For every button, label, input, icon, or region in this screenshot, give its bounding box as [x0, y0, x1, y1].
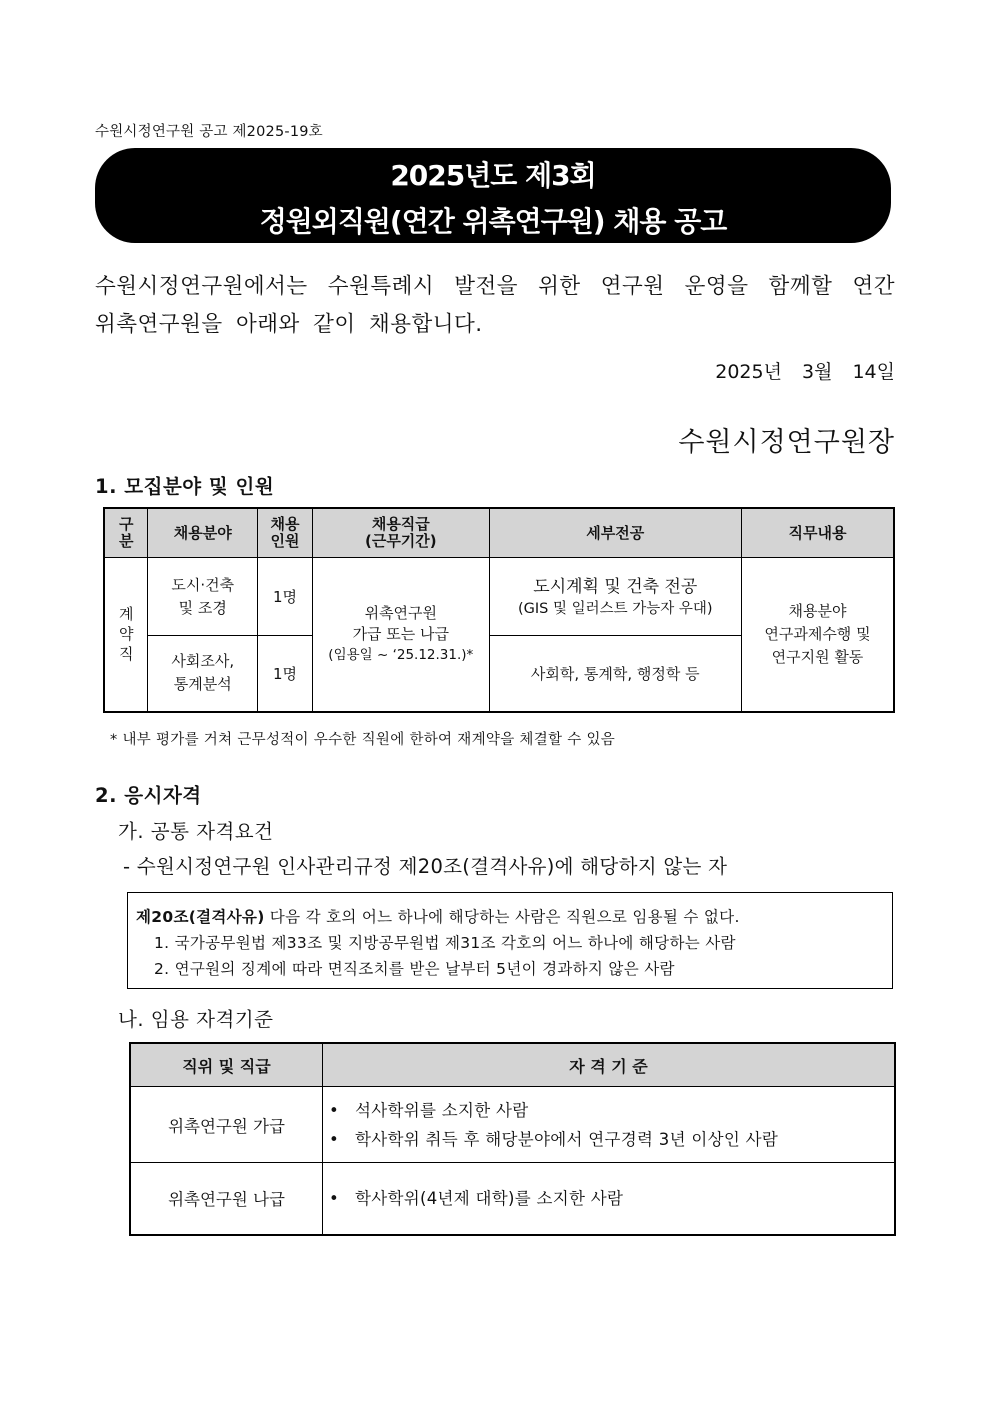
criteria-cell — [323, 1087, 896, 1163]
major-cell: 사회학, 통계학, 행정학 등 — [489, 636, 741, 712]
position-cell: 위촉연구원 나급 — [130, 1163, 323, 1235]
field-line: 사회조사, — [171, 652, 235, 671]
section-1-heading: 1. 모집분야 및 인원 — [95, 475, 275, 498]
field-line: 통계분석 — [173, 675, 232, 694]
count-cell: 1명 — [258, 558, 313, 636]
field-line: 및 조경 — [178, 598, 227, 617]
rule-title: 제20조(결격사유) — [136, 908, 265, 926]
major-cell — [489, 558, 741, 636]
rule-intro — [136, 905, 740, 927]
header-duty: 직무내용 — [741, 508, 894, 558]
announcement-date: 2025년 3월 14일 — [715, 361, 895, 383]
field-cell — [148, 636, 258, 712]
intro-paragraph — [95, 268, 895, 344]
grade-line: (임용일 ~ ‘25.12.31.)* — [328, 646, 474, 663]
recruitment-table — [103, 507, 895, 713]
count-cell: 1명 — [258, 636, 313, 712]
table-header-row — [130, 1043, 895, 1087]
header-major: 세부전공 — [489, 508, 741, 558]
criteria-item: • 석사학위를 소지한 사람 — [355, 1096, 894, 1125]
title-line-2: 정원외직원(연간 위촉연구원) 채용 공고 — [259, 205, 727, 238]
criteria-table — [129, 1042, 896, 1236]
grade-line: 위촉연구원 — [364, 603, 438, 622]
position-cell: 위촉연구원 가급 — [130, 1087, 323, 1163]
intro-line-1: 수원시정연구원에서는 수원특례시 발전을 위한 연구원 운영을 함께할 연간 — [95, 274, 895, 299]
header-position: 직위 및 직급 — [130, 1043, 323, 1087]
rule-item: 2. 연구원의 징계에 따라 면직조치를 받은 날부터 5년이 경과하지 않은 사람 — [154, 960, 675, 978]
category-cell: 계 약 직 — [104, 558, 148, 712]
sub-heading-common: 가. 공통 자격요건 — [118, 820, 274, 843]
title-banner — [95, 148, 891, 243]
criteria-item: • 학사학위 취득 후 해당분야에서 연구경력 3년 이상인 사람 — [355, 1125, 894, 1154]
table-row — [104, 558, 894, 636]
section-2-heading: 2. 응시자격 — [95, 784, 202, 807]
duty-line: 연구지원 활동 — [771, 647, 864, 666]
field-line: 도시·건축 — [171, 575, 235, 594]
major-line: 도시계획 및 건축 전공 — [533, 576, 698, 597]
table-row — [130, 1087, 895, 1163]
header-category: 구 분 — [104, 508, 148, 558]
rule-intro-text: 다음 각 호의 어느 하나에 해당하는 사람은 직원으로 임용될 수 없다. — [264, 908, 740, 926]
grade-line: 가급 또는 나급 — [352, 624, 450, 643]
duty-line: 채용분야 — [788, 601, 847, 620]
intro-line-2: 위촉연구원을 아래와 같이 채용합니다. — [95, 312, 483, 337]
major-line: (GIS 및 일러스트 가능자 우대) — [518, 600, 713, 617]
signer: 수원시정연구원장 — [678, 427, 895, 458]
duty-cell — [741, 558, 894, 712]
title-line-1: 2025년도 제3회 — [390, 159, 596, 192]
notice-number: 수원시정연구원 공고 제2025-19호 — [95, 124, 323, 140]
header-grade: 채용직급 (근무기간) — [312, 508, 489, 558]
criteria-item: • 학사학위(4년제 대학)를 소지한 사람 — [355, 1184, 894, 1213]
duty-line: 연구과제수행 및 — [764, 624, 871, 643]
rule-box — [127, 892, 893, 989]
sub-heading-criteria: 나. 임용 자격기준 — [118, 1008, 274, 1031]
grade-cell — [312, 558, 489, 712]
table-row — [130, 1163, 895, 1235]
footnote: * 내부 평가를 거쳐 근무성적이 우수한 직원에 한하여 재계약을 체결할 수 있음 — [110, 732, 616, 748]
criteria-cell — [323, 1163, 896, 1235]
field-cell — [148, 558, 258, 636]
header-field: 채용분야 — [148, 508, 258, 558]
common-requirement: - 수원시정연구원 인사관리규정 제20조(결격사유)에 해당하지 않는 자 — [123, 855, 728, 878]
header-count: 채용 인원 — [258, 508, 313, 558]
rule-item: 1. 국가공무원법 제33조 및 지방공무원법 제31조 각호의 어느 하나에 해당하는 사람 — [154, 934, 736, 952]
header-criteria: 자 격 기 준 — [323, 1043, 896, 1087]
table-header-row — [104, 508, 894, 558]
